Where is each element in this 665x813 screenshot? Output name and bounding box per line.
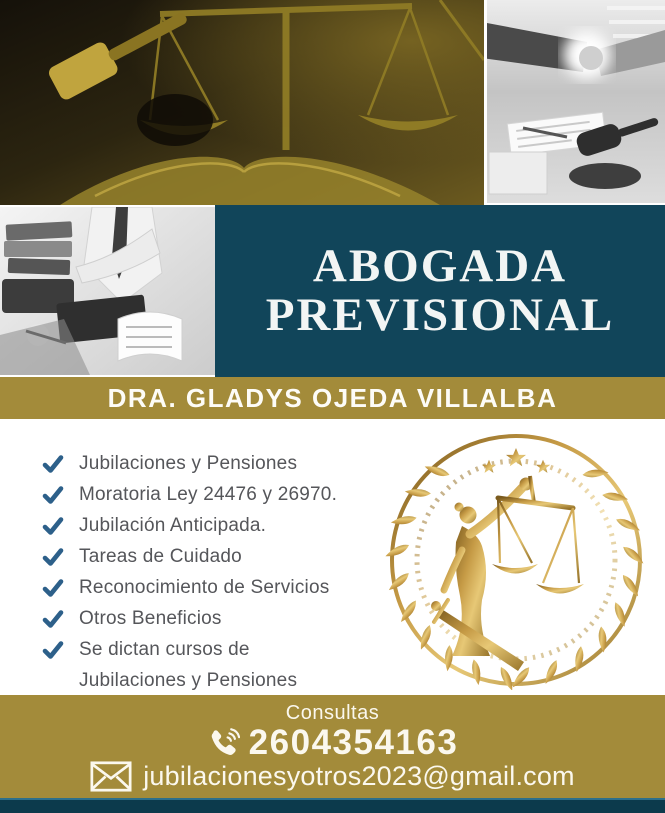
service-label: Moratoria Ley 24476 y 26970. [79,484,338,505]
photo-handshake-desk [487,0,665,203]
phone-row [207,725,459,760]
photo-handshake-art [487,0,665,203]
service-label: Jubilaciones y Pensiones [79,453,298,474]
check-spacer [42,670,64,692]
service-label: Jubilaciones y Pensiones [79,670,298,691]
service-label: Reconocimiento de Servicios [79,577,330,598]
check-icon [42,453,64,475]
check-icon [42,515,64,537]
service-label: Se dictan cursos de [79,639,250,660]
name-banner [0,377,665,419]
envelope-icon [90,761,132,792]
photo-gavel-scales-art [0,0,484,205]
service-item [42,608,337,630]
email-row [90,761,575,792]
service-item [42,453,337,475]
check-icon [42,639,64,661]
services-list [42,453,337,692]
page-title-line2: PREVISIONAL [265,289,615,341]
service-item [42,639,337,661]
lady-justice-emblem-art [383,430,649,690]
photo-meeting-desk [0,207,215,375]
service-label: Jubilación Anticipada. [79,515,267,536]
lady-justice-scales-emblem [383,430,649,690]
page-title-line1: ABOGADA [312,240,568,293]
service-item [42,577,337,599]
photo-meeting-art [0,207,215,375]
scales-of-justice [498,476,579,583]
photo-gavel-scales [0,0,484,205]
lawyer-name: DRA. GLADYS OJEDA VILLALBA [107,382,558,413]
footer [0,695,665,798]
check-icon [42,577,64,599]
three-stars-icon [482,448,550,473]
phone-icon [207,727,240,758]
check-icon [42,484,64,506]
service-item-continuation [42,670,337,692]
service-item [42,484,337,506]
check-icon [42,608,64,630]
consultas-label: Consultas [285,702,380,724]
service-item [42,515,337,537]
check-icon [42,546,64,568]
email-address: jubilacionesyotros2023@gmail.com [143,761,575,791]
phone-number: 2604354163 [248,723,459,762]
bottom-bar [0,798,665,813]
service-label: Tareas de Cuidado [79,546,242,567]
service-label: Otros Beneficios [79,608,222,629]
service-item [42,546,337,568]
title-panel [215,205,665,377]
